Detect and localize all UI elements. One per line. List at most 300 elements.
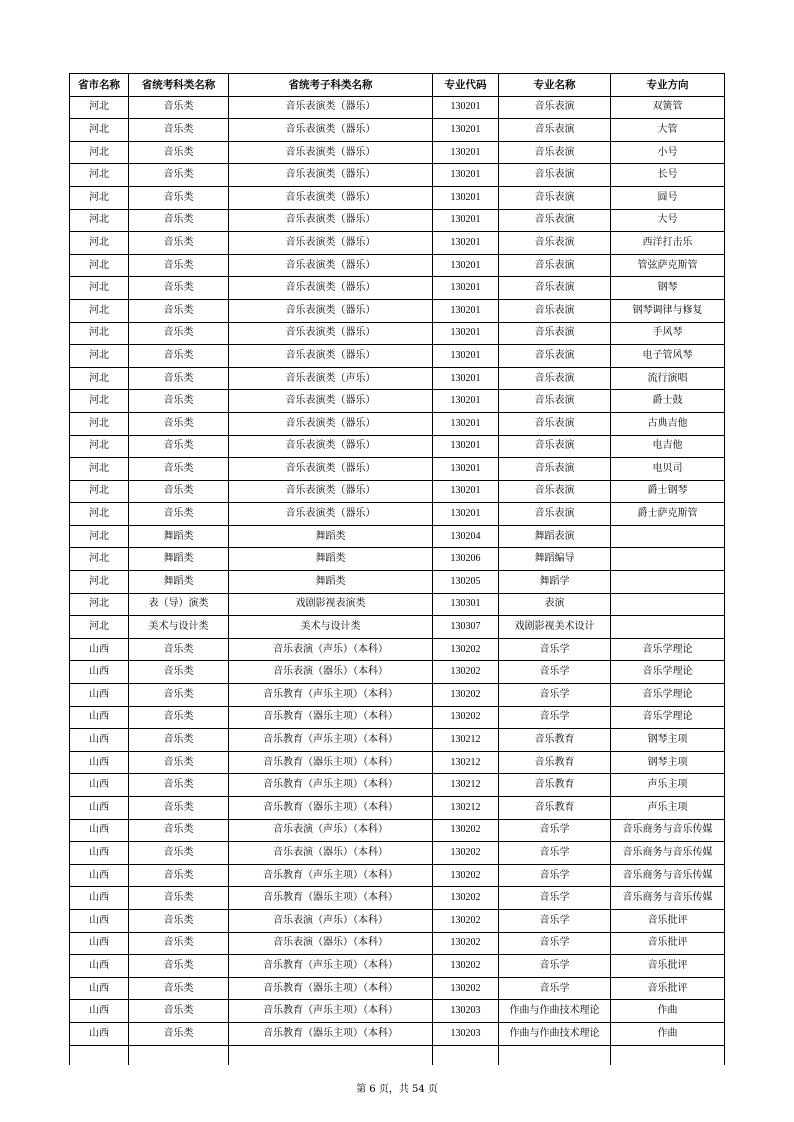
cell-province: 河北	[70, 435, 129, 458]
cell-category: 音乐类	[129, 797, 229, 820]
table-row	[70, 412, 725, 435]
cell-major-name: 音乐表演	[499, 412, 611, 435]
table-row	[70, 684, 725, 707]
table-row	[70, 638, 725, 661]
cell-major-code: 130201	[433, 277, 499, 300]
table-row	[70, 480, 725, 503]
cell-category: 音乐类	[129, 819, 229, 842]
cell-subcategory	[229, 1045, 433, 1065]
cell-subcategory: 音乐表演类（器乐）	[229, 458, 433, 481]
table-row	[70, 503, 725, 526]
cell-major-name: 音乐教育	[499, 751, 611, 774]
cell-major-direction	[611, 571, 725, 594]
cell-category: 音乐类	[129, 684, 229, 707]
cell-major-code: 130202	[433, 661, 499, 684]
cell-category: 音乐类	[129, 1000, 229, 1023]
cell-category: 表（导）演类	[129, 593, 229, 616]
cell-major-name: 音乐表演	[499, 480, 611, 503]
cell-major-direction: 长号	[611, 164, 725, 187]
cell-major-code: 130201	[433, 232, 499, 255]
cell-major-code: 130203	[433, 1000, 499, 1023]
cell-category: 音乐类	[129, 119, 229, 142]
cell-major-name: 舞蹈学	[499, 571, 611, 594]
cell-category: 音乐类	[129, 209, 229, 232]
cell-category: 音乐类	[129, 932, 229, 955]
cell-major-code: 130212	[433, 774, 499, 797]
cell-major-name: 音乐表演	[499, 96, 611, 119]
table-header-row	[70, 74, 725, 97]
cell-province: 河北	[70, 232, 129, 255]
cell-major-code: 130201	[433, 96, 499, 119]
cell-province: 河北	[70, 458, 129, 481]
cell-subcategory: 音乐表演类（器乐）	[229, 277, 433, 300]
cell-major-name: 音乐表演	[499, 299, 611, 322]
cell-province: 河北	[70, 277, 129, 300]
cell-province: 河北	[70, 390, 129, 413]
cell-major-code: 130201	[433, 186, 499, 209]
cell-major-direction: 爵士钢琴	[611, 480, 725, 503]
cell-major-code: 130201	[433, 322, 499, 345]
cell-province: 河北	[70, 119, 129, 142]
cell-major-name: 作曲与作曲技术理论	[499, 1022, 611, 1045]
cell-province: 山西	[70, 797, 129, 820]
cell-major-name: 表演	[499, 593, 611, 616]
cell-major-direction: 电贝司	[611, 458, 725, 481]
cell-province: 山西	[70, 751, 129, 774]
cell-province: 河北	[70, 548, 129, 571]
cell-major-direction: 手风琴	[611, 322, 725, 345]
cell-major-direction: 音乐商务与音乐传媒	[611, 819, 725, 842]
cell-category	[129, 1045, 229, 1065]
cell-category: 音乐类	[129, 955, 229, 978]
cell-category: 音乐类	[129, 345, 229, 368]
cell-province: 河北	[70, 209, 129, 232]
cell-major-code: 130201	[433, 503, 499, 526]
table-row	[70, 525, 725, 548]
cell-category: 音乐类	[129, 322, 229, 345]
cell-province: 河北	[70, 525, 129, 548]
cell-major-code: 130202	[433, 684, 499, 707]
cell-subcategory: 音乐教育（器乐主项）（本科）	[229, 797, 433, 820]
cell-major-direction: 钢琴主项	[611, 729, 725, 752]
cell-major-code: 130201	[433, 164, 499, 187]
cell-major-direction: 双簧管	[611, 96, 725, 119]
cell-subcategory: 音乐表演类（器乐）	[229, 503, 433, 526]
header-major-name: 专业名称	[499, 74, 611, 97]
cell-subcategory: 音乐教育（声乐主项）（本科）	[229, 1000, 433, 1023]
table-row	[70, 141, 725, 164]
header-category: 省统考科类名称	[129, 74, 229, 97]
cell-major-code: 130201	[433, 119, 499, 142]
cell-category: 音乐类	[129, 1022, 229, 1045]
cell-subcategory: 音乐表演类（器乐）	[229, 119, 433, 142]
table-row	[70, 977, 725, 1000]
cell-major-direction	[611, 525, 725, 548]
cell-province: 河北	[70, 412, 129, 435]
cell-subcategory: 音乐教育（声乐主项）（本科）	[229, 684, 433, 707]
table-row	[70, 1022, 725, 1045]
cell-major-code: 130202	[433, 638, 499, 661]
table-row	[70, 751, 725, 774]
cell-major-code: 130202	[433, 706, 499, 729]
cell-major-name: 音乐学	[499, 932, 611, 955]
cell-subcategory: 音乐教育（器乐主项）（本科）	[229, 887, 433, 910]
cell-province: 山西	[70, 819, 129, 842]
cell-major-code: 130202	[433, 887, 499, 910]
cell-province: 山西	[70, 955, 129, 978]
cell-major-direction: 音乐学理论	[611, 684, 725, 707]
cell-subcategory: 音乐表演类（器乐）	[229, 322, 433, 345]
cell-major-direction: 音乐学理论	[611, 706, 725, 729]
cell-subcategory: 音乐教育（声乐主项）（本科）	[229, 774, 433, 797]
cell-category: 音乐类	[129, 96, 229, 119]
cell-subcategory: 音乐表演类（器乐）	[229, 390, 433, 413]
cell-major-name: 音乐表演	[499, 345, 611, 368]
header-major-code: 专业代码	[433, 74, 499, 97]
cell-province: 河北	[70, 186, 129, 209]
cell-category: 音乐类	[129, 909, 229, 932]
cell-major-name: 舞蹈表演	[499, 525, 611, 548]
cell-province: 山西	[70, 864, 129, 887]
cell-major-direction: 音乐学理论	[611, 638, 725, 661]
cell-category: 音乐类	[129, 458, 229, 481]
cell-province: 河北	[70, 141, 129, 164]
header-subcategory: 省统考子科类名称	[229, 74, 433, 97]
cell-subcategory: 音乐表演类（声乐）	[229, 367, 433, 390]
cell-category: 舞蹈类	[129, 525, 229, 548]
cell-major-name: 音乐表演	[499, 390, 611, 413]
table-row	[70, 367, 725, 390]
table-row	[70, 164, 725, 187]
cell-category: 音乐类	[129, 299, 229, 322]
cell-category: 音乐类	[129, 977, 229, 1000]
table-row	[70, 842, 725, 865]
table-row	[70, 277, 725, 300]
cell-major-code: 130301	[433, 593, 499, 616]
cell-subcategory: 音乐表演（声乐）（本科）	[229, 638, 433, 661]
cell-province: 山西	[70, 909, 129, 932]
table-row	[70, 593, 725, 616]
cell-major-name: 音乐表演	[499, 254, 611, 277]
cell-province: 河北	[70, 299, 129, 322]
cell-major-code: 130204	[433, 525, 499, 548]
cell-major-direction: 音乐商务与音乐传媒	[611, 887, 725, 910]
table-row	[70, 864, 725, 887]
cell-category: 舞蹈类	[129, 548, 229, 571]
cell-major-direction: 音乐商务与音乐传媒	[611, 864, 725, 887]
cell-category: 美术与设计类	[129, 616, 229, 639]
table-row	[70, 887, 725, 910]
cell-major-code: 130202	[433, 932, 499, 955]
cell-major-code: 130202	[433, 842, 499, 865]
cell-major-name: 音乐学	[499, 887, 611, 910]
cell-subcategory: 音乐表演（器乐）（本科）	[229, 661, 433, 684]
cell-major-direction	[611, 616, 725, 639]
cell-subcategory: 音乐表演类（器乐）	[229, 254, 433, 277]
cell-major-code: 130206	[433, 548, 499, 571]
cell-major-name: 音乐表演	[499, 164, 611, 187]
table-row	[70, 932, 725, 955]
cell-major-direction: 小号	[611, 141, 725, 164]
table-row	[70, 119, 725, 142]
cell-major-name: 音乐表演	[499, 435, 611, 458]
cell-major-code: 130202	[433, 864, 499, 887]
cell-major-direction: 声乐主项	[611, 774, 725, 797]
table-row	[70, 706, 725, 729]
cell-major-direction: 流行演唱	[611, 367, 725, 390]
cell-province: 山西	[70, 706, 129, 729]
cell-subcategory: 音乐教育（声乐主项）（本科）	[229, 864, 433, 887]
table-row	[70, 390, 725, 413]
cell-major-name: 音乐学	[499, 977, 611, 1000]
cell-major-name: 音乐表演	[499, 209, 611, 232]
cell-subcategory: 音乐教育（声乐主项）（本科）	[229, 955, 433, 978]
cell-province: 河北	[70, 593, 129, 616]
cell-province: 山西	[70, 661, 129, 684]
cell-major-name: 音乐表演	[499, 186, 611, 209]
cell-major-code: 130201	[433, 458, 499, 481]
table-row	[70, 571, 725, 594]
cell-subcategory: 音乐教育（器乐主项）（本科）	[229, 706, 433, 729]
cell-major-code: 130212	[433, 797, 499, 820]
cell-subcategory: 舞蹈类	[229, 548, 433, 571]
cell-province	[70, 1045, 129, 1065]
cell-major-name: 戏剧影视美术设计	[499, 616, 611, 639]
cell-category: 音乐类	[129, 887, 229, 910]
table-row	[70, 458, 725, 481]
cell-major-code: 130202	[433, 819, 499, 842]
cell-subcategory: 音乐表演类（器乐）	[229, 232, 433, 255]
cell-subcategory: 音乐教育（器乐主项）（本科）	[229, 1022, 433, 1045]
cell-major-direction: 钢琴调律与修复	[611, 299, 725, 322]
cell-subcategory: 音乐表演类（器乐）	[229, 141, 433, 164]
cell-major-name: 音乐表演	[499, 277, 611, 300]
cell-subcategory: 音乐表演（器乐）（本科）	[229, 842, 433, 865]
header-major-direction: 专业方向	[611, 74, 725, 97]
cell-province: 河北	[70, 96, 129, 119]
cell-category: 音乐类	[129, 186, 229, 209]
cell-category: 音乐类	[129, 661, 229, 684]
cell-category: 音乐类	[129, 751, 229, 774]
cell-major-direction: 管弦萨克斯管	[611, 254, 725, 277]
table-row	[70, 616, 725, 639]
cell-category: 音乐类	[129, 141, 229, 164]
cell-subcategory: 音乐表演类（器乐）	[229, 345, 433, 368]
cell-major-name: 音乐教育	[499, 729, 611, 752]
table-row	[70, 435, 725, 458]
cell-major-name: 音乐学	[499, 638, 611, 661]
header-province: 省市名称	[70, 74, 129, 97]
cell-major-direction: 音乐学理论	[611, 661, 725, 684]
cell-subcategory: 音乐表演类（器乐）	[229, 186, 433, 209]
cell-major-name: 音乐学	[499, 819, 611, 842]
cell-major-name: 音乐表演	[499, 119, 611, 142]
cell-major-direction: 音乐批评	[611, 955, 725, 978]
cell-subcategory: 音乐表演（声乐）（本科）	[229, 909, 433, 932]
table-row	[70, 186, 725, 209]
table-row	[70, 548, 725, 571]
cell-province: 山西	[70, 842, 129, 865]
table-row	[70, 909, 725, 932]
cell-major-direction: 圆号	[611, 186, 725, 209]
cell-province: 山西	[70, 1022, 129, 1045]
cell-category: 音乐类	[129, 232, 229, 255]
cell-major-code: 130205	[433, 571, 499, 594]
cell-province: 山西	[70, 977, 129, 1000]
cell-major-direction: 钢琴主项	[611, 751, 725, 774]
cell-province: 山西	[70, 684, 129, 707]
cell-major-name: 音乐表演	[499, 232, 611, 255]
cell-major-direction: 大管	[611, 119, 725, 142]
cell-major-name: 音乐学	[499, 661, 611, 684]
cell-subcategory: 音乐表演（器乐）（本科）	[229, 932, 433, 955]
cell-subcategory: 音乐表演类（器乐）	[229, 435, 433, 458]
table-row	[70, 774, 725, 797]
cell-category: 音乐类	[129, 638, 229, 661]
cell-major-name: 音乐学	[499, 706, 611, 729]
cell-category: 音乐类	[129, 435, 229, 458]
cell-major-code: 130201	[433, 367, 499, 390]
cell-subcategory: 舞蹈类	[229, 525, 433, 548]
cell-province: 山西	[70, 887, 129, 910]
cell-category: 音乐类	[129, 277, 229, 300]
cell-province: 河北	[70, 164, 129, 187]
table-row	[70, 661, 725, 684]
cell-category: 音乐类	[129, 864, 229, 887]
table-row	[70, 819, 725, 842]
cell-major-direction: 爵士萨克斯管	[611, 503, 725, 526]
cell-major-code: 130202	[433, 977, 499, 1000]
cell-category: 音乐类	[129, 367, 229, 390]
table-row	[70, 322, 725, 345]
cell-major-code: 130201	[433, 141, 499, 164]
cell-major-code	[433, 1045, 499, 1065]
cell-major-code: 130201	[433, 299, 499, 322]
cell-major-code: 130202	[433, 909, 499, 932]
cell-subcategory: 音乐教育（声乐主项）（本科）	[229, 729, 433, 752]
table-row	[70, 955, 725, 978]
cell-major-direction: 古典吉他	[611, 412, 725, 435]
cell-subcategory: 音乐表演类（器乐）	[229, 209, 433, 232]
cell-category: 音乐类	[129, 503, 229, 526]
cell-major-name: 音乐教育	[499, 774, 611, 797]
cell-major-name: 音乐学	[499, 864, 611, 887]
cell-category: 音乐类	[129, 729, 229, 752]
cell-subcategory: 音乐表演类（器乐）	[229, 96, 433, 119]
cell-province: 河北	[70, 254, 129, 277]
cell-subcategory: 舞蹈类	[229, 571, 433, 594]
cell-major-direction: 音乐批评	[611, 909, 725, 932]
cell-major-code: 130201	[433, 390, 499, 413]
cell-category: 音乐类	[129, 480, 229, 503]
cell-major-direction: 作曲	[611, 1000, 725, 1023]
cell-major-direction: 西洋打击乐	[611, 232, 725, 255]
cell-major-code: 130202	[433, 955, 499, 978]
cell-subcategory: 音乐表演类（器乐）	[229, 412, 433, 435]
cell-major-name: 音乐学	[499, 842, 611, 865]
cell-province: 山西	[70, 932, 129, 955]
cell-major-name: 音乐教育	[499, 797, 611, 820]
cell-major-direction: 电子管风琴	[611, 345, 725, 368]
cell-major-direction: 钢琴	[611, 277, 725, 300]
cell-category: 音乐类	[129, 164, 229, 187]
cell-major-direction	[611, 1045, 725, 1065]
cell-category: 音乐类	[129, 390, 229, 413]
table-row	[70, 797, 725, 820]
cell-category: 音乐类	[129, 706, 229, 729]
cell-major-name	[499, 1045, 611, 1065]
table-row	[70, 1045, 725, 1065]
cell-major-direction: 音乐批评	[611, 932, 725, 955]
cell-major-direction	[611, 548, 725, 571]
cell-subcategory: 戏剧影视表演类	[229, 593, 433, 616]
major-table	[69, 73, 725, 1065]
cell-major-name: 音乐表演	[499, 458, 611, 481]
cell-category: 音乐类	[129, 842, 229, 865]
cell-major-code: 130212	[433, 729, 499, 752]
cell-major-code: 130201	[433, 412, 499, 435]
cell-major-direction: 音乐批评	[611, 977, 725, 1000]
cell-category: 舞蹈类	[129, 571, 229, 594]
cell-major-direction	[611, 593, 725, 616]
cell-major-direction: 声乐主项	[611, 797, 725, 820]
cell-province: 河北	[70, 616, 129, 639]
cell-major-name: 舞蹈编导	[499, 548, 611, 571]
cell-major-name: 音乐表演	[499, 367, 611, 390]
table-row	[70, 729, 725, 752]
cell-subcategory: 美术与设计类	[229, 616, 433, 639]
cell-major-direction: 作曲	[611, 1022, 725, 1045]
cell-major-direction: 电吉他	[611, 435, 725, 458]
table-row	[70, 299, 725, 322]
table-row	[70, 345, 725, 368]
cell-major-name: 音乐表演	[499, 141, 611, 164]
cell-subcategory: 音乐教育（器乐主项）（本科）	[229, 751, 433, 774]
cell-major-code: 130212	[433, 751, 499, 774]
cell-major-code: 130307	[433, 616, 499, 639]
cell-province: 河北	[70, 322, 129, 345]
cell-major-code: 130201	[433, 435, 499, 458]
table-row	[70, 1000, 725, 1023]
cell-category: 音乐类	[129, 254, 229, 277]
cell-category: 音乐类	[129, 774, 229, 797]
cell-category: 音乐类	[129, 412, 229, 435]
cell-province: 河北	[70, 345, 129, 368]
cell-subcategory: 音乐表演类（器乐）	[229, 480, 433, 503]
cell-province: 山西	[70, 638, 129, 661]
cell-major-name: 音乐学	[499, 684, 611, 707]
cell-province: 山西	[70, 1000, 129, 1023]
cell-major-name: 作曲与作曲技术理论	[499, 1000, 611, 1023]
cell-subcategory: 音乐表演类（器乐）	[229, 299, 433, 322]
cell-major-code: 130201	[433, 209, 499, 232]
table-row	[70, 232, 725, 255]
cell-province: 山西	[70, 774, 129, 797]
table-row	[70, 96, 725, 119]
cell-major-code: 130203	[433, 1022, 499, 1045]
cell-province: 河北	[70, 367, 129, 390]
table-row	[70, 254, 725, 277]
cell-major-code: 130201	[433, 345, 499, 368]
table-row	[70, 209, 725, 232]
cell-province: 山西	[70, 729, 129, 752]
table-body	[70, 96, 725, 1064]
cell-subcategory: 音乐教育（器乐主项）（本科）	[229, 977, 433, 1000]
cell-major-name: 音乐表演	[499, 503, 611, 526]
cell-major-direction: 爵士鼓	[611, 390, 725, 413]
cell-major-code: 130201	[433, 480, 499, 503]
cell-province: 河北	[70, 571, 129, 594]
